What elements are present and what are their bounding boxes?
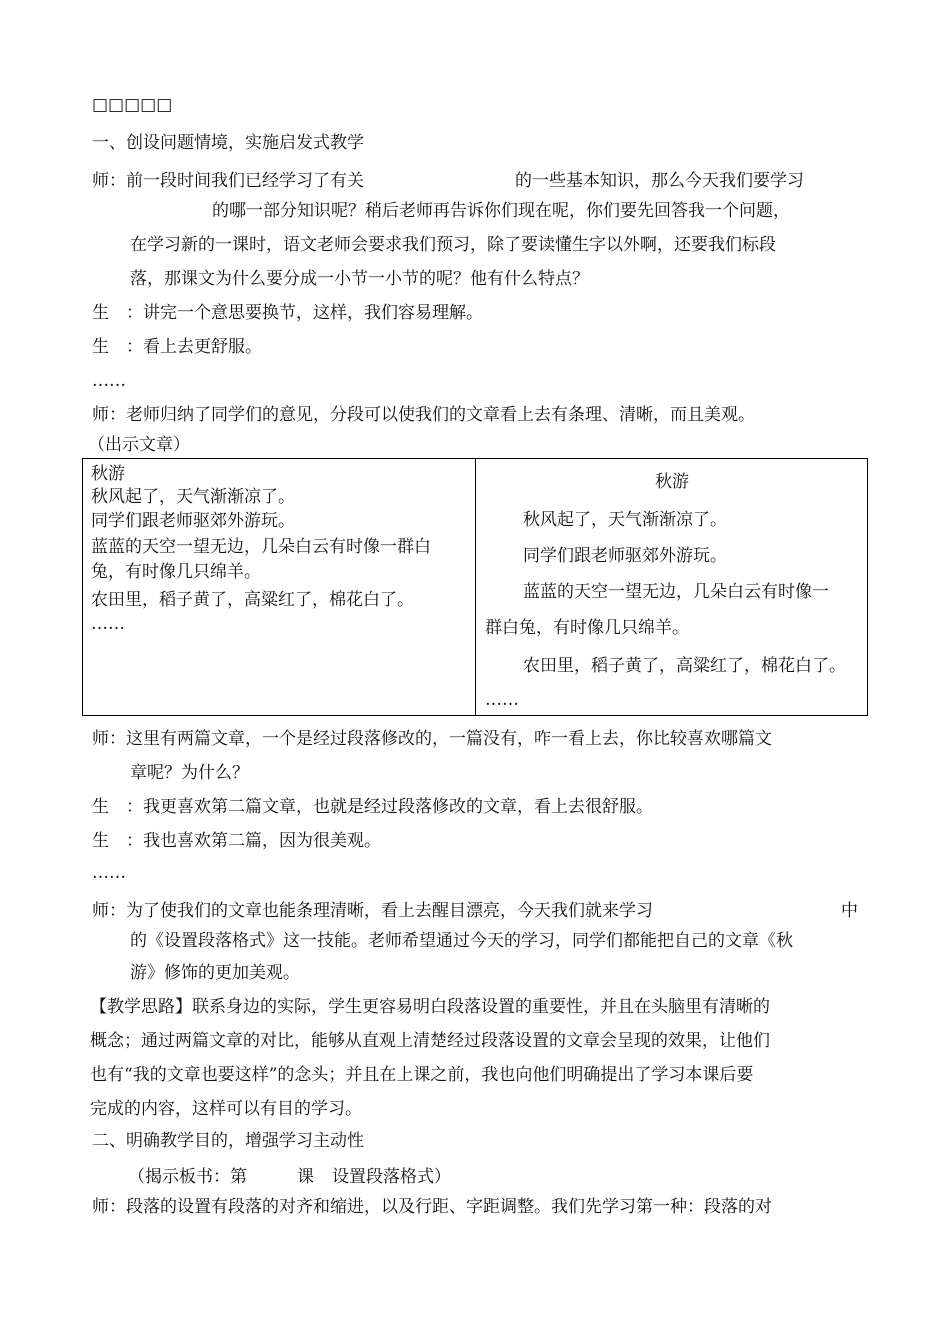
left-article-ellipsis: …… <box>91 614 125 634</box>
show-article-note: （出示文章） <box>88 435 190 455</box>
left-article-line: 农田里，稻子黄了，高粱红了，棉花白了。 <box>91 590 414 610</box>
comparison-table <box>82 458 868 716</box>
section-heading-1: 一、创设问题情境，实施启发式教学 <box>92 133 364 153</box>
board-note-c: 设置段落格式） <box>332 1167 451 1187</box>
teacher-intro-line-3: 游》修饰的更加美观。 <box>130 963 300 983</box>
left-article-title: 秋游 <box>91 464 125 484</box>
teacher-intro-line-1b: 中 <box>841 901 858 921</box>
teaching-thinking-line-4: 完成的内容，这样可以有目的学习。 <box>90 1099 362 1119</box>
teacher-line-2: 的哪一部分知识呢？稍后老师再告诉你们现在呢，你们要先回答我一个问题， <box>212 201 790 221</box>
student-line-4: 生 ：我也喜欢第二篇，因为很美观。 <box>92 831 381 851</box>
right-article-line: 群白兔，有时像几只绵羊。 <box>485 618 689 638</box>
board-note-a: （揭示板书：第 <box>128 1167 247 1187</box>
page-heading: □□□□□ <box>92 95 173 115</box>
left-article-line: 兔，有时像几只绵羊。 <box>91 562 261 582</box>
student-line-1: 生 ：讲完一个意思要换节，这样，我们容易理解。 <box>92 303 483 323</box>
right-article-title: 秋游 <box>655 472 689 492</box>
right-article-line: 同学们跟老师驱郊外游玩。 <box>523 546 727 566</box>
student-line-2: 生 ：看上去更舒服。 <box>92 337 262 357</box>
board-note-b: 课 <box>297 1167 314 1187</box>
ellipsis-2: …… <box>92 863 126 883</box>
ellipsis-1: …… <box>92 371 126 391</box>
left-article-line: 蓝蓝的天空一望无边，几朵白云有时像一群白 <box>91 537 431 557</box>
right-article-line: 秋风起了，天气渐渐凉了。 <box>523 510 727 530</box>
teacher-line-1a: 师：前一段时间我们已经学习了有关 <box>92 171 364 191</box>
teacher-line-4: 落，那课文为什么要分成一小节一小节的呢？他有什么特点？ <box>130 269 589 289</box>
teacher-intro-line-1a: 师：为了使我们的文章也能条理清晰，看上去醒目漂亮，今天我们就来学习 <box>92 901 653 921</box>
teaching-thinking-line-1: 【教学思路】联系身边的实际，学生更容易明白段落设置的重要性，并且在头脑里有清晰的 <box>90 997 770 1017</box>
teacher-intro-line-2: 的《设置段落格式》这一技能。老师希望通过今天的学习，同学们都能把自己的文章《秋 <box>130 931 793 951</box>
teacher-question-line-1: 师：这里有两篇文章，一个是经过段落修改的，一篇没有，咋一看上去，你比较喜欢哪篇文 <box>92 729 772 749</box>
left-article-line: 同学们跟老师驱郊外游玩。 <box>91 511 295 531</box>
student-line-3: 生 ：我更喜欢第二篇文章，也就是经过段落修改的文章，看上去很舒服。 <box>92 797 653 817</box>
teacher-question-line-2: 章呢？为什么？ <box>130 763 249 783</box>
right-article-line: 农田里，稻子黄了，高粱红了，棉花白了。 <box>523 656 846 676</box>
right-article-ellipsis: …… <box>485 690 519 710</box>
teacher-summary: 师：老师归纳了同学们的意见，分段可以使我们的文章看上去有条理、清晰，而且美观。 <box>92 405 755 425</box>
teaching-thinking-line-2: 概念；通过两篇文章的对比，能够从直观上清楚经过段落设置的文章会呈现的效果，让他们 <box>90 1031 770 1051</box>
teacher-line-3: 在学习新的一课时，语文老师会要求我们预习，除了要读懂生字以外啊，还要我们标段 <box>130 235 776 255</box>
section-heading-2: 二、明确教学目的，增强学习主动性 <box>92 1131 364 1151</box>
teacher-line-1b: 的一些基本知识，那么今天我们要学习 <box>515 171 804 191</box>
left-article-line: 秋风起了，天气渐渐凉了。 <box>91 487 295 507</box>
right-article-line: 蓝蓝的天空一望无边，几朵白云有时像一 <box>523 582 829 602</box>
table-divider <box>475 459 476 715</box>
teacher-last-line: 师：段落的设置有段落的对齐和缩进，以及行距、字距调整。我们先学习第一种：段落的对 <box>92 1197 772 1217</box>
teaching-thinking-line-3: 也有“我的文章也要这样”的念头；并且在上课之前，我也向他们明确提出了学习本课后要 <box>90 1065 754 1085</box>
